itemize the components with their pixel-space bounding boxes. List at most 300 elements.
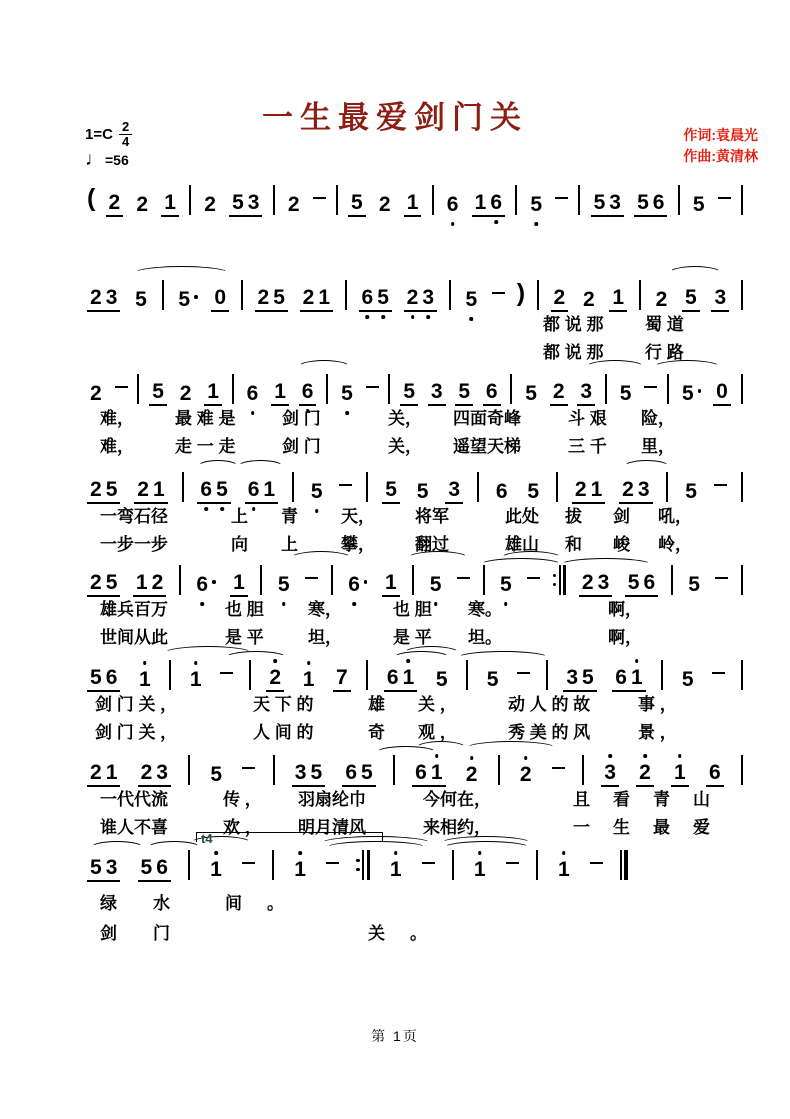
note-digit: 1 (188, 668, 204, 692)
lyric-segment: 和 (565, 535, 582, 554)
note-digit: 5 (685, 480, 697, 503)
barline (563, 565, 566, 595)
note (497, 573, 515, 597)
barline (639, 280, 641, 310)
slur-arc (653, 360, 721, 375)
lyric-segment: 啊， (608, 628, 642, 647)
note (136, 668, 154, 692)
barline (393, 755, 395, 785)
lyric-segment: 上 (231, 507, 248, 526)
octave-dot-low (220, 507, 224, 511)
lyric-segment: 看 (613, 790, 630, 809)
note-digit: 2 (90, 761, 102, 784)
note (177, 382, 195, 406)
lyric-segment: 遥望天梯 (453, 437, 521, 456)
note-digit: 2 (179, 382, 192, 405)
octave-dot-high (643, 754, 647, 758)
note-digit: 1 (164, 191, 176, 214)
note-digit: 5 (428, 573, 444, 597)
note (713, 380, 731, 406)
lyric-segment: 剑 门 (282, 437, 321, 456)
note (345, 573, 369, 597)
note (285, 193, 303, 217)
note-digit: 2 (574, 478, 587, 501)
measure-row (85, 848, 630, 882)
octave-dot-high (478, 851, 482, 855)
note-digit: 5 (310, 761, 323, 784)
note-digit: 7 (336, 666, 348, 689)
note (291, 858, 309, 882)
lyric-segment: 雄 (368, 695, 385, 714)
octave-dot-low (345, 411, 349, 415)
lyric-segment: 拔 (565, 507, 582, 526)
note-digit: 6 (345, 761, 358, 784)
lyric-segment: 世间从此 (100, 628, 168, 647)
note (342, 761, 375, 787)
barline (605, 374, 607, 404)
barline (188, 755, 190, 785)
slur-arc (163, 646, 253, 661)
barline (452, 850, 454, 880)
barline (661, 660, 663, 690)
note-digit: 5 (458, 380, 471, 403)
key-label: 1=C (85, 126, 113, 144)
note (404, 191, 422, 217)
barline (367, 850, 370, 880)
lyric-segment: 动 人 的 故 (508, 695, 591, 714)
note-digit: 6 (485, 380, 498, 403)
note-digit: 6 (643, 571, 656, 594)
barline (331, 565, 333, 595)
note (653, 288, 671, 312)
note-digit: 3 (609, 191, 621, 214)
note-digit: 3 (430, 380, 443, 403)
lyric-segment: 秀 美 的 风 (508, 723, 591, 742)
note (524, 480, 542, 504)
lyric-segment: 坦。 (468, 628, 502, 647)
note (387, 858, 405, 882)
octave-dot-high (608, 754, 612, 758)
note (612, 666, 645, 692)
note (87, 666, 120, 692)
barline (536, 850, 538, 880)
note (580, 288, 598, 312)
octave-dot-high (273, 659, 277, 663)
octave-dot-high (194, 661, 198, 665)
note (187, 668, 205, 692)
note (266, 666, 284, 692)
note (300, 668, 318, 692)
lyric-segment: 蜀 道 (645, 315, 684, 334)
note (87, 478, 120, 504)
note-digit: 3 (105, 856, 118, 879)
note-digit: 1 (472, 858, 488, 882)
note-digit: 5 (339, 382, 355, 406)
lyric-segment: 一步一步 (100, 535, 168, 554)
repeat-sign (356, 850, 370, 880)
note-digit: 1 (629, 666, 645, 690)
note-digit: 5 (582, 666, 594, 689)
lyric-segment: 来相约， (423, 818, 491, 837)
slur-arc (585, 360, 645, 375)
note-digit: 1 (152, 478, 165, 501)
measure-row (85, 470, 745, 504)
measure-row (85, 372, 745, 406)
note-digit: 1 (672, 761, 688, 785)
augmentation-dot (364, 580, 368, 584)
note (527, 193, 545, 217)
note-digit: 2 (257, 286, 270, 309)
note (229, 191, 262, 217)
note (133, 193, 151, 217)
note (577, 380, 595, 406)
note-digit: 5 (276, 573, 292, 597)
barline (366, 472, 368, 502)
note-digit: 6 (300, 380, 316, 404)
octave-dot-high (394, 851, 398, 855)
measure-row (85, 658, 745, 692)
dash-note (326, 862, 339, 865)
dash-note (718, 197, 731, 200)
barline (666, 472, 668, 502)
octave-dot-high (307, 661, 311, 665)
barline (272, 850, 274, 880)
note (617, 382, 635, 406)
lyric-segment: 事 ， (638, 695, 677, 714)
lyric-segment: 景 ， (638, 723, 677, 742)
barline (326, 374, 328, 404)
note-digit: 5 (486, 668, 499, 691)
note-digit: 2 (405, 286, 421, 310)
note-digit: 6 (445, 193, 461, 217)
octave-dot-low (534, 222, 538, 226)
octave-dot-low (494, 220, 498, 224)
note-digit: 5 (692, 193, 705, 216)
note (87, 382, 105, 406)
key-signature (85, 120, 132, 150)
note-digit: 2 (137, 478, 149, 501)
note-digit: 3 (714, 286, 727, 309)
final-barline (620, 850, 628, 880)
dash-note (644, 386, 657, 389)
note (522, 382, 540, 406)
lyric-segment: 行 路 (645, 343, 684, 362)
lyric-segment: 剑 (100, 924, 117, 943)
lyric-segment: 峻 (613, 535, 630, 554)
note (414, 480, 432, 504)
note-digit: 5 (498, 573, 514, 597)
dash-note (422, 862, 435, 865)
lyric-segment: 一代代流 (100, 790, 168, 809)
barline (362, 850, 364, 880)
note (619, 478, 652, 504)
note-digit: 6 (246, 478, 262, 502)
note-digit: 6 (495, 480, 508, 503)
note (685, 573, 703, 597)
note (134, 478, 167, 504)
dash-note (715, 577, 728, 580)
note-digit: 5 (528, 193, 544, 217)
note (591, 191, 624, 217)
note-digit: 6 (198, 478, 214, 502)
note (133, 571, 166, 597)
note-digit: 2 (378, 193, 391, 216)
note (517, 763, 535, 787)
lyric-segment: 雄兵百万 (100, 600, 168, 619)
octave-dot-high (214, 851, 218, 855)
note (300, 286, 333, 312)
note (428, 380, 446, 406)
note-digit: 6 (346, 573, 362, 597)
note-digit: 2 (267, 666, 283, 690)
dash-note (457, 577, 470, 580)
credits (683, 125, 758, 167)
barline (273, 755, 275, 785)
lyric-segment: 天 下 的 (253, 695, 314, 714)
note-digit: 1 (233, 571, 245, 594)
barline (741, 660, 743, 690)
dash-note (305, 577, 318, 580)
repeat-dots (356, 859, 359, 872)
note-digit: 5 (90, 856, 102, 879)
barline (556, 472, 558, 502)
barline (412, 565, 414, 595)
slur-arc (500, 551, 562, 566)
note-digit: 5 (140, 856, 153, 879)
note (572, 478, 605, 504)
lyric-segment: 间 (225, 894, 242, 913)
note-digit: 1 (137, 668, 153, 692)
lyric-segment: 将军 (415, 507, 449, 526)
note (445, 478, 463, 504)
barline (537, 280, 539, 310)
note-digit: 1 (208, 858, 224, 882)
note-digit: 3 (448, 478, 461, 501)
barline (667, 374, 669, 404)
note (690, 193, 708, 217)
note (706, 761, 724, 787)
lyric-segment: 啊， (608, 600, 642, 619)
note-digit: 2 (655, 288, 668, 311)
note-digit: 6 (156, 856, 168, 879)
note (348, 191, 366, 217)
note (138, 856, 171, 882)
lyric-segment: 水 (153, 894, 170, 913)
lyric-segment: 险， (641, 409, 675, 428)
note-digit: 1 (590, 478, 603, 501)
slur-arc (403, 646, 460, 661)
octave-dot-high (407, 659, 411, 663)
note-digit: 3 (105, 286, 118, 309)
octave-dot-low (282, 602, 286, 606)
lyric-segment: 难， (100, 409, 134, 428)
slur-arc (415, 741, 467, 756)
lyric-segment: 奇 (368, 723, 385, 742)
volta-bracket (196, 831, 383, 846)
lyricist-credit: 作词:袁晨光 (683, 127, 758, 143)
note (87, 571, 120, 597)
note-digit: 3 (247, 191, 260, 214)
barline (189, 185, 191, 215)
lyric-segment: 斗 艰 (568, 409, 607, 428)
note (634, 191, 667, 217)
note-digit: 5 (681, 668, 694, 691)
note (404, 286, 437, 312)
octave-dot-high (524, 756, 528, 760)
note-digit: 5 (685, 286, 697, 309)
lyric-segment: 剑 门 (282, 409, 321, 428)
barline (741, 472, 743, 502)
note (106, 191, 124, 217)
note (679, 382, 703, 406)
octave-dot-high (562, 851, 566, 855)
note (193, 573, 217, 597)
music-system (85, 831, 630, 948)
slur-arc (407, 551, 469, 566)
lyric-segment: 难， (100, 437, 134, 456)
lyric-segment: 天， (341, 507, 375, 526)
note-digit: 3 (156, 761, 168, 784)
barline (432, 185, 434, 215)
note-digit: 5 (135, 288, 147, 311)
note (197, 478, 230, 504)
note-digit: 2 (581, 571, 594, 594)
lyric-segment: 一 (573, 818, 590, 837)
parenthesis: ) (516, 279, 526, 307)
note (472, 191, 505, 217)
octave-dot-high (298, 851, 302, 855)
meter-numerator: 2 (119, 120, 132, 135)
barline (741, 374, 743, 404)
note (625, 571, 658, 597)
lyric-segment: 向 (231, 535, 248, 554)
note (338, 382, 356, 406)
note-digit: 5 (105, 571, 118, 594)
note-digit: 5 (416, 480, 429, 503)
note-digit: 1 (207, 380, 219, 403)
lyric-segment: 绿 (100, 894, 117, 913)
note-digit: 5 (105, 478, 118, 501)
note (376, 193, 394, 217)
lyric-segment: 观 ， (418, 723, 457, 742)
barline (169, 660, 171, 690)
note-digit: 1 (263, 478, 276, 501)
meter-denominator: 4 (121, 134, 130, 150)
music-system (85, 372, 745, 472)
note (255, 286, 288, 312)
meter-fraction (119, 120, 132, 150)
barline (260, 565, 262, 595)
note-digit: 2 (622, 478, 634, 501)
note-digit: 2 (204, 193, 216, 216)
note-digit: 2 (90, 286, 102, 309)
note-digit: 5 (681, 382, 694, 405)
lyric-segment: 今何在， (423, 790, 491, 809)
dash-note (242, 767, 255, 770)
slur-arc (465, 741, 557, 756)
lyric-segment: 。 (410, 924, 427, 943)
note-digit: 5 (309, 480, 325, 504)
note-digit: 6 (415, 761, 427, 784)
barline (515, 185, 517, 215)
note (484, 668, 502, 692)
note-digit: 6 (386, 666, 399, 689)
barline (741, 280, 743, 310)
barline (179, 565, 181, 595)
page-number: 第 1页 (371, 1028, 419, 1044)
note-digit: 6 (194, 573, 210, 597)
note (244, 382, 262, 406)
note (455, 380, 473, 406)
composer-credit: 作曲:黄清林 (683, 148, 758, 164)
note-digit: 0 (214, 286, 227, 309)
note (555, 858, 573, 882)
note (711, 286, 729, 312)
note-digit: 5 (403, 380, 415, 403)
note (292, 761, 325, 787)
note (563, 666, 596, 692)
note-digit: 1 (301, 668, 317, 692)
dash-note (492, 292, 505, 295)
dash-note (220, 672, 233, 675)
barline (449, 280, 451, 310)
lyric-segment: 爱 (693, 818, 710, 837)
note (550, 380, 568, 406)
note-digit: 5 (385, 478, 397, 501)
note-digit: 2 (90, 478, 102, 501)
lyric-segment: 雄山 (505, 535, 539, 554)
note (382, 571, 400, 597)
measure-row (85, 563, 745, 597)
barline (582, 755, 584, 785)
barline (477, 472, 479, 502)
lyric-segment: 剑 门 关 ， (95, 723, 178, 742)
note-digit: 3 (294, 761, 307, 784)
octave-dot-low (470, 317, 474, 321)
note-digit: 1 (388, 858, 404, 882)
note (433, 668, 451, 692)
barline (498, 755, 500, 785)
note-digit: 5 (464, 288, 480, 312)
octave-dot-high (470, 756, 474, 760)
note (201, 193, 219, 217)
measure-row (85, 278, 745, 312)
note (444, 193, 462, 217)
augmentation-dot (194, 295, 198, 299)
repeat-sign (553, 565, 567, 595)
note-digit: 2 (90, 382, 102, 405)
lyric-segment: 明月清风 (298, 818, 366, 837)
dash-note (555, 197, 568, 200)
dash-note (527, 577, 540, 580)
lyric-segment: 谁人不喜 (100, 818, 168, 837)
lyric-segment: 门 (153, 924, 170, 943)
music-system (85, 658, 745, 758)
lyric-segment: 剑 门 关 ， (95, 695, 178, 714)
lyric-segment: 最 难 是 (175, 409, 236, 428)
note (245, 478, 278, 504)
barline (241, 280, 243, 310)
quarter-note-icon: ♩ (85, 149, 104, 170)
lyric-segment: 四面奇峰 (453, 409, 521, 428)
lyric-segment: 青 (653, 790, 670, 809)
note (463, 288, 481, 312)
octave-dot-low (251, 411, 255, 415)
barline (388, 374, 390, 404)
note (138, 761, 171, 787)
tempo-value: =56 (105, 152, 129, 168)
lyric-segment: 也 胆 (393, 600, 432, 619)
